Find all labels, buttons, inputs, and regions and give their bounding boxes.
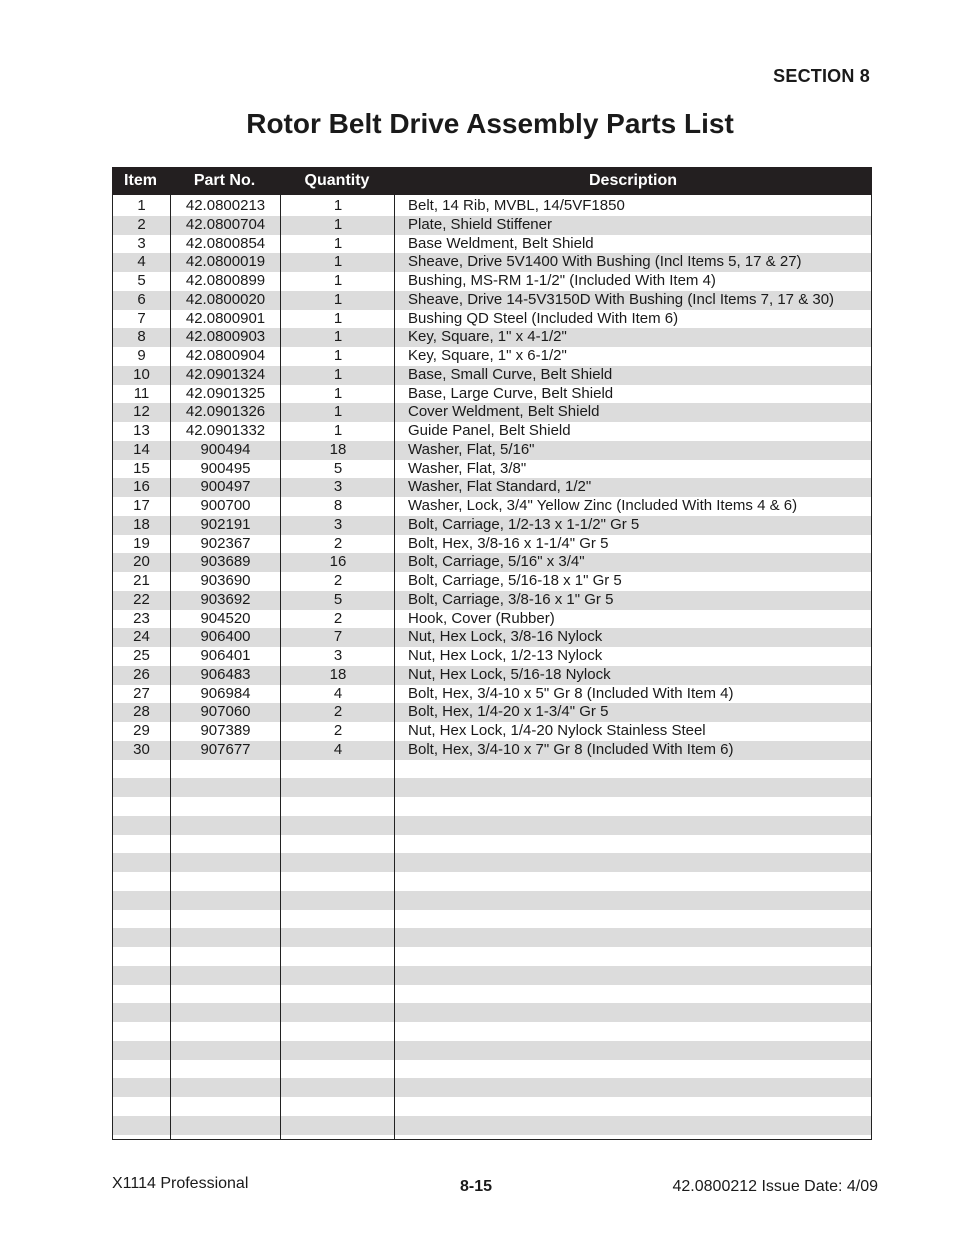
- quantity-cell: 1: [333, 422, 343, 439]
- item-cell: 26: [133, 665, 150, 683]
- item-cell: 29: [133, 722, 150, 739]
- column-header-item: Item: [124, 172, 157, 189]
- table-row: [113, 366, 871, 385]
- part-number-cell: 906984: [200, 684, 251, 702]
- item-cell: 4: [137, 253, 146, 271]
- table-row: [113, 891, 871, 910]
- quantity-cell: 1: [333, 365, 343, 383]
- item-cell: 17: [133, 497, 150, 514]
- table-row: [113, 1116, 871, 1135]
- quantity-cell: 18: [329, 440, 347, 458]
- table-row: [113, 441, 871, 460]
- part-number-cell: 900497: [200, 478, 251, 496]
- part-number-cell: 42.0800903: [185, 328, 266, 346]
- table-row: [113, 235, 871, 254]
- table-body: [113, 197, 871, 1135]
- description-cell: Washer, Flat, 5/16": [408, 440, 535, 458]
- part-number-cell: 42.0800899: [185, 272, 266, 289]
- part-number-cell: 900495: [200, 459, 251, 477]
- description-cell: Nut, Hex Lock, 1/4-20 Nylock Stainless Steel: [408, 722, 706, 739]
- table-row: [113, 910, 871, 929]
- description-cell: Bolt, Hex, 3/8-16 x 1-1/4" Gr 5: [408, 534, 609, 552]
- table-row: [113, 928, 871, 947]
- item-cell: 25: [133, 647, 150, 664]
- quantity-cell: 1: [333, 309, 343, 327]
- item-cell: 5: [137, 272, 146, 289]
- description-cell: Nut, Hex Lock, 1/2-13 Nylock: [408, 647, 603, 664]
- item-cell: 19: [133, 534, 150, 552]
- quantity-cell: 1: [333, 272, 343, 289]
- table-row: [113, 816, 871, 835]
- table-row: [113, 797, 871, 816]
- description-cell: Bolt, Carriage, 3/8-16 x 1" Gr 5: [408, 590, 614, 608]
- table-header: [112, 167, 872, 195]
- table-row: [113, 1097, 871, 1116]
- part-number-cell: 902367: [200, 534, 251, 552]
- table-row: [113, 572, 871, 591]
- quantity-cell: 2: [333, 703, 343, 721]
- part-number-cell: 900700: [200, 497, 251, 514]
- item-cell: 16: [133, 478, 150, 496]
- description-cell: Nut, Hex Lock, 3/8-16 Nylock: [408, 628, 603, 646]
- part-number-cell: 42.0800901: [185, 309, 266, 327]
- quantity-cell: 7: [333, 628, 343, 646]
- table-row: [113, 722, 871, 741]
- description-cell: Hook, Cover (Rubber): [408, 609, 555, 627]
- item-cell: 13: [133, 422, 150, 439]
- quantity-cell: 2: [333, 609, 343, 627]
- item-cell: 6: [137, 290, 146, 308]
- description-cell: Key, Square, 1" x 6-1/2": [408, 347, 567, 364]
- description-cell: Washer, Flat Standard, 1/2": [408, 478, 592, 496]
- table-row: [113, 778, 871, 797]
- table-row: [113, 497, 871, 516]
- table-row: [113, 1022, 871, 1041]
- description-cell: Bolt, Hex, 3/4-10 x 5" Gr 8 (Included With Item 4): [408, 684, 734, 702]
- description-cell: Bolt, Hex, 1/4-20 x 1-3/4" Gr 5: [408, 703, 609, 721]
- quantity-cell: 1: [333, 253, 343, 271]
- part-number-cell: 42.0901324: [185, 365, 266, 383]
- item-cell: 1: [137, 197, 146, 214]
- item-cell: 3: [137, 234, 146, 252]
- description-cell: Bolt, Carriage, 1/2-13 x 1-1/2" Gr 5: [408, 515, 640, 533]
- quantity-cell: 16: [329, 553, 347, 571]
- item-cell: 23: [133, 609, 150, 627]
- item-cell: 12: [133, 403, 150, 421]
- item-cell: 21: [133, 572, 150, 589]
- table-row: [113, 385, 871, 404]
- part-number-cell: 42.0901325: [185, 384, 266, 402]
- column-divider: [394, 195, 395, 1139]
- table-row: [113, 310, 871, 329]
- description-cell: Cover Weldment, Belt Shield: [408, 403, 600, 421]
- description-cell: Washer, Flat, 3/8": [408, 459, 527, 477]
- table-row: [113, 422, 871, 441]
- table-row: [113, 347, 871, 366]
- table-row: [113, 872, 871, 891]
- table-row: [113, 835, 871, 854]
- table-row: [113, 647, 871, 666]
- quantity-cell: 1: [333, 403, 343, 421]
- quantity-cell: 1: [333, 197, 343, 214]
- table-row: [113, 516, 871, 535]
- quantity-cell: 1: [333, 328, 343, 346]
- item-cell: 9: [137, 347, 146, 364]
- part-number-cell: 907060: [200, 703, 251, 721]
- column-header-quantity: Quantity: [304, 172, 370, 189]
- column-header-description: Description: [588, 172, 677, 189]
- item-cell: 24: [133, 628, 150, 646]
- description-cell: Base, Large Curve, Belt Shield: [408, 384, 614, 402]
- table-row: [113, 253, 871, 272]
- parts-table: [112, 167, 872, 1140]
- quantity-cell: 4: [333, 740, 343, 758]
- table-row: [113, 703, 871, 722]
- quantity-cell: 1: [333, 347, 343, 364]
- table-row: [113, 478, 871, 497]
- quantity-cell: 2: [333, 572, 343, 589]
- table-row: [113, 1060, 871, 1079]
- table-row: [113, 216, 871, 235]
- item-cell: 15: [133, 459, 150, 477]
- table-row: [113, 272, 871, 291]
- description-cell: Sheave, Drive 5V1400 With Bushing (Incl Items 5, 17 & 27): [408, 253, 802, 271]
- column-divider: [280, 195, 281, 1139]
- table-row: [113, 1003, 871, 1022]
- quantity-cell: 2: [333, 722, 343, 739]
- quantity-cell: 3: [333, 647, 343, 664]
- item-cell: 10: [133, 365, 150, 383]
- quantity-cell: 3: [333, 515, 343, 533]
- table-row: [113, 610, 871, 629]
- item-cell: 8: [137, 328, 146, 346]
- description-cell: Nut, Hex Lock, 5/16-18 Nylock: [408, 665, 611, 683]
- quantity-cell: 1: [333, 290, 343, 308]
- description-cell: Sheave, Drive 14-5V3150D With Bushing (Incl Items 7, 17 & 30): [408, 290, 835, 308]
- item-cell: 20: [133, 553, 150, 571]
- table-row: [113, 328, 871, 347]
- table-row: [113, 535, 871, 554]
- section-label: SECTION 8: [773, 66, 870, 86]
- column-divider: [170, 195, 171, 1139]
- part-number-cell: 903692: [200, 590, 251, 608]
- description-cell: Plate, Shield Stiffener: [408, 215, 552, 233]
- part-number-cell: 906400: [200, 628, 251, 646]
- quantity-cell: 2: [333, 534, 343, 552]
- table-row: [113, 985, 871, 1004]
- item-cell: 18: [133, 515, 150, 533]
- item-cell: 7: [137, 309, 146, 327]
- table-row: [113, 947, 871, 966]
- quantity-cell: 1: [333, 234, 343, 252]
- table-row: [113, 628, 871, 647]
- table-row: [113, 685, 871, 704]
- part-number-cell: 42.0800854: [185, 234, 266, 252]
- description-cell: Guide Panel, Belt Shield: [408, 422, 571, 439]
- description-cell: Belt, 14 Rib, MVBL, 14/5VF1850: [408, 197, 625, 214]
- footer-page-number: 8-15: [460, 1178, 493, 1195]
- item-cell: 30: [133, 740, 150, 758]
- table-row: [113, 1041, 871, 1060]
- part-number-cell: 42.0901326: [185, 403, 266, 421]
- part-number-cell: 900494: [200, 440, 251, 458]
- part-number-cell: 904520: [200, 609, 251, 627]
- quantity-cell: 1: [333, 384, 343, 402]
- description-cell: Bolt, Hex, 3/4-10 x 7" Gr 8 (Included With Item 6): [408, 740, 734, 758]
- description-cell: Base Weldment, Belt Shield: [408, 234, 594, 252]
- quantity-cell: 18: [329, 665, 347, 683]
- part-number-cell: 907389: [200, 722, 251, 739]
- item-cell: 22: [133, 590, 150, 608]
- table-row: [113, 291, 871, 310]
- description-cell: Key, Square, 1" x 4-1/2": [408, 328, 567, 346]
- description-cell: Bolt, Carriage, 5/16" x 3/4": [408, 553, 585, 571]
- table-row: [113, 966, 871, 985]
- part-number-cell: 902191: [200, 515, 251, 533]
- quantity-cell: 5: [333, 590, 343, 608]
- description-cell: Bushing, MS-RM 1-1/2" (Included With Item 4): [408, 272, 716, 289]
- item-cell: 14: [133, 440, 150, 458]
- part-number-cell: 42.0800904: [185, 347, 266, 364]
- description-cell: Bushing QD Steel (Included With Item 6): [408, 309, 679, 327]
- table-row: [113, 1078, 871, 1097]
- table-row: [113, 760, 871, 779]
- part-number-cell: 907677: [200, 740, 251, 758]
- part-number-cell: 906401: [200, 647, 251, 664]
- quantity-cell: 4: [333, 684, 343, 702]
- table-row: [113, 741, 871, 760]
- table-row: [113, 197, 871, 216]
- table-row: [113, 853, 871, 872]
- table-row: [113, 460, 871, 479]
- part-number-cell: 42.0800213: [185, 197, 266, 214]
- item-cell: 2: [137, 215, 146, 233]
- description-cell: Washer, Lock, 3/4" Yellow Zinc (Included With Items 4 & 6): [408, 497, 798, 514]
- item-cell: 27: [133, 684, 150, 702]
- part-number-cell: 42.0800019: [185, 253, 266, 271]
- quantity-cell: 3: [333, 478, 343, 496]
- part-number-cell: 42.0800020: [185, 290, 266, 308]
- table-row: [113, 553, 871, 572]
- column-header-part-no: Part No.: [193, 172, 256, 189]
- item-cell: 11: [133, 384, 150, 402]
- description-cell: Bolt, Carriage, 5/16-18 x 1" Gr 5: [408, 572, 622, 589]
- part-number-cell: 903690: [200, 572, 251, 589]
- quantity-cell: 5: [333, 459, 343, 477]
- page-title: Rotor Belt Drive Assembly Parts List: [246, 108, 734, 139]
- quantity-cell: 1: [333, 215, 343, 233]
- part-number-cell: 906483: [200, 665, 251, 683]
- part-number-cell: 42.0901332: [185, 422, 266, 439]
- footer-doc-info: 42.0800212 Issue Date: 4/09: [672, 1178, 878, 1195]
- table-row: [113, 591, 871, 610]
- part-number-cell: 42.0800704: [185, 215, 266, 233]
- table-row: [113, 666, 871, 685]
- description-cell: Base, Small Curve, Belt Shield: [408, 365, 613, 383]
- part-number-cell: 903689: [200, 553, 251, 571]
- quantity-cell: 8: [333, 497, 343, 514]
- footer-product: X1114 Professional: [112, 1175, 249, 1192]
- item-cell: 28: [133, 703, 150, 721]
- table-row: [113, 403, 871, 422]
